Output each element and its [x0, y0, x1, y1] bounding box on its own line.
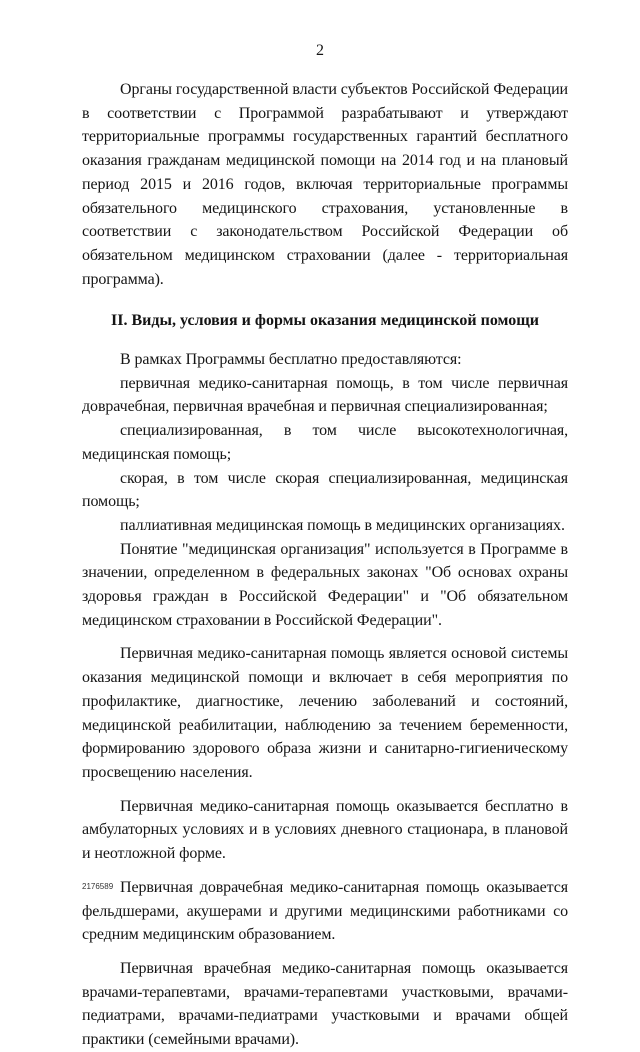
paragraph-specialized-care: специализированная, в том числе высокотехнологичная, медицинская помощь;: [82, 422, 568, 463]
paragraph-palliative-care: паллиативная медицинская помощь в медицинских организациях.: [120, 516, 565, 534]
paragraph-prephysician-care: Первичная доврачебная медико-санитарная помощь оказывается фельдшерами, акушерами и другими медицинскими работниками со средним медицинским образованием.: [82, 878, 568, 944]
page-number: 2: [316, 42, 324, 59]
document-code: 2176589: [82, 882, 114, 891]
section-heading: II. Виды, условия и формы оказания медицинской помощи: [111, 312, 539, 330]
paragraph-emergency-care: скорая, в том числе скорая специализированная, медицинская помощь;: [82, 469, 568, 511]
intro-paragraph: Органы государственной власти субъектов Российской Федерации в соответствии с Программой разрабатывают и утверждают территориальные программы государственных гарантий бесплатного оказания гражданам медицинской помощи на 2014 год и на плановый период 2015 и 2016 годов, включая территориальные программы обязательного медицинского страхования, установленные в соответствии с законодательством Российской Федерации об обязательном медицинском страховании (далее - территориальная программа).: [82, 81, 568, 288]
document-body: [82, 78, 568, 1052]
paragraph-physician-care: Первичная врачебная медико-санитарная помощь оказывается врачами-терапевтами, врачами-терапевтами участковыми, врачами-педиатрами, врачами-педиатрами участковыми и врачами общей практики (семейными врачами).: [82, 959, 568, 1049]
paragraph-program-scope: В рамках Программы бесплатно предоставляются:: [120, 351, 462, 369]
paragraph-primary-care-basis: Первичная медико-санитарная помощь является основой системы оказания медицинской помощи и включает в себя мероприятия по профилактике, диагностике, лечению заболеваний и состояний, медицинской реабилитации, наблюдению за течением беременности, формированию здорового образа жизни и санитарно-гигиеническому просвещению населения.: [82, 645, 568, 781]
paragraph-primary-care: первичная медико-санитарная помощь, в том числе первичная доврачебная, первичная врачебная и первичная специализированная;: [82, 374, 568, 416]
paragraph-medical-organization: Понятие "медицинская организация" используется в Программе в значении, определенном в федеральных законах "Об основах охраны здоровья граждан в Российской Федерации" и "Об обязательном медицинском страховании в Российской Федерации".: [82, 540, 568, 629]
paragraph-primary-care-free: Первичная медико-санитарная помощь оказывается бесплатно в амбулаторных условиях и в условиях дневного стационара, в плановой и неотложной форме.: [82, 797, 568, 863]
